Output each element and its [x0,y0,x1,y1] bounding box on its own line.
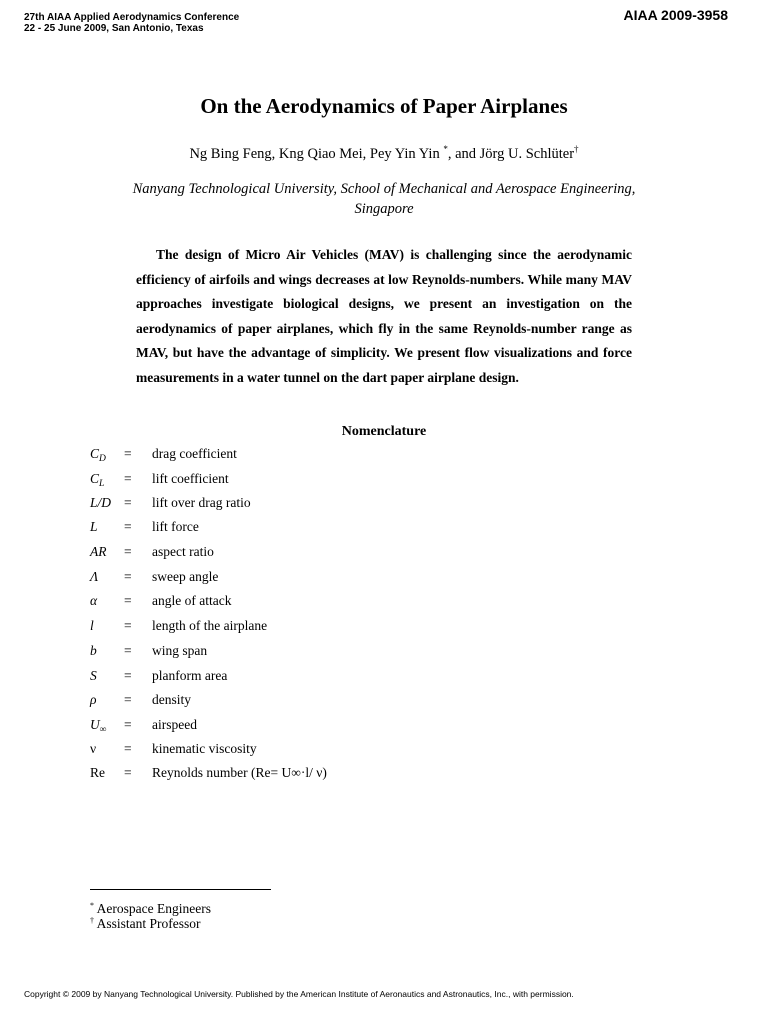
nomenclature-symbol: $C_D$ [90,446,106,464]
nomenclature-definition: drag coefficient [152,446,237,461]
equals-sign: = [124,643,132,658]
conference-info [24,12,239,34]
nomenclature-symbol: $U_\infty$ [90,717,107,735]
footnote-divider [90,889,271,890]
nomenclature-definition: aspect ratio [152,544,214,559]
nomenclature-symbol: Re [90,765,105,780]
author-footnote-mark-1: * [443,144,448,154]
conference-name: 27th AIAA Applied Aerodynamics Conference [24,12,240,23]
paper-title: On the Aerodynamics of Paper Airplanes [200,94,568,118]
equals-sign: = [124,692,132,707]
nomenclature-definition: airspeed [152,717,197,732]
abstract: The design of Micro Air Vehicles (MAV) is challenging since the aerodynamic efficiency of airfoils and wings decreases at low Reynolds-numbers. While many MAV approaches investigate biological designs, we present an investigation on the aerodynamics of paper airplanes, which fly in the same Reynolds-number range as MAV, but have the advantage of simplicity. We present flow visualizations and force measurements in a water tunnel on the dart paper airplane design. [136,247,632,385]
equals-sign: = [124,741,132,756]
author-names: Ng Bing Feng, Kng Qiao Mei, Pey Yin Yin [189,146,440,162]
footnote-text: Assistant Professor [96,916,201,931]
copyright-notice: Copyright © 2009 by Nanyang Technological University. Published by the American Institute of Aeronautics and Astronautics, Inc., with permission. [24,989,574,999]
equals-sign: = [124,471,132,486]
footnote-text: Aerospace Engineers [96,901,211,916]
affiliation-line-2: Singapore [354,201,414,217]
footnote-mark: * [90,901,94,910]
nomenclature-symbol: AR [90,544,107,559]
nomenclature-symbol: l [90,618,94,633]
nomenclature-symbol: L/D [90,495,112,510]
equals-sign: = [124,569,132,584]
nomenclature-symbol: $C_L$ [90,471,105,489]
affiliation-line-1: Nanyang Technological University, School of Mechanical and Aerospace Engineering, [132,181,636,197]
paper-id: AIAA 2009-3958 [623,7,728,23]
equals-sign: = [124,495,132,510]
nomenclature-definition: planform area [152,668,228,683]
nomenclature-symbol: α [90,593,98,608]
conference-date-location: 22 - 25 June 2009, San Antonio, Texas [24,23,204,34]
author-names-last: , and Jörg U. Schlüter [447,146,575,162]
footnote [90,913,201,931]
nomenclature-definition: sweep angle [152,569,219,584]
author-footnote-mark-2: † [574,144,579,154]
nomenclature-definition: kinematic viscosity [152,741,257,756]
equals-sign: = [124,519,132,534]
nomenclature-definition: wing span [152,643,208,658]
nomenclature-definition: lift over drag ratio [152,495,251,510]
nomenclature-symbol: ν [90,741,97,756]
equals-sign: = [124,544,132,559]
footnote-mark: † [90,916,94,925]
equals-sign: = [124,668,132,683]
author-list [0,144,768,163]
equals-sign: = [124,593,132,608]
nomenclature-symbol: L [90,519,98,534]
nomenclature-symbol: S [90,668,97,683]
equals-sign: = [124,618,132,633]
equals-sign: = [124,765,132,780]
nomenclature-definition: angle of attack [152,593,232,608]
nomenclature-symbol: b [90,643,97,658]
nomenclature-definition: length of the airplane [152,618,268,633]
nomenclature-definition: Reynolds number (Re= U∞·l/ ν) [152,765,327,780]
equals-sign: = [124,717,132,732]
affiliation [110,179,658,219]
nomenclature-symbol: Λ [90,569,99,584]
nomenclature-symbol: ρ [90,692,97,707]
equals-sign: = [124,446,132,461]
nomenclature-definition: lift force [152,519,199,534]
nomenclature-heading: Nomenclature [341,424,427,439]
nomenclature-definition: lift coefficient [152,471,229,486]
nomenclature-definition: density [152,692,191,707]
